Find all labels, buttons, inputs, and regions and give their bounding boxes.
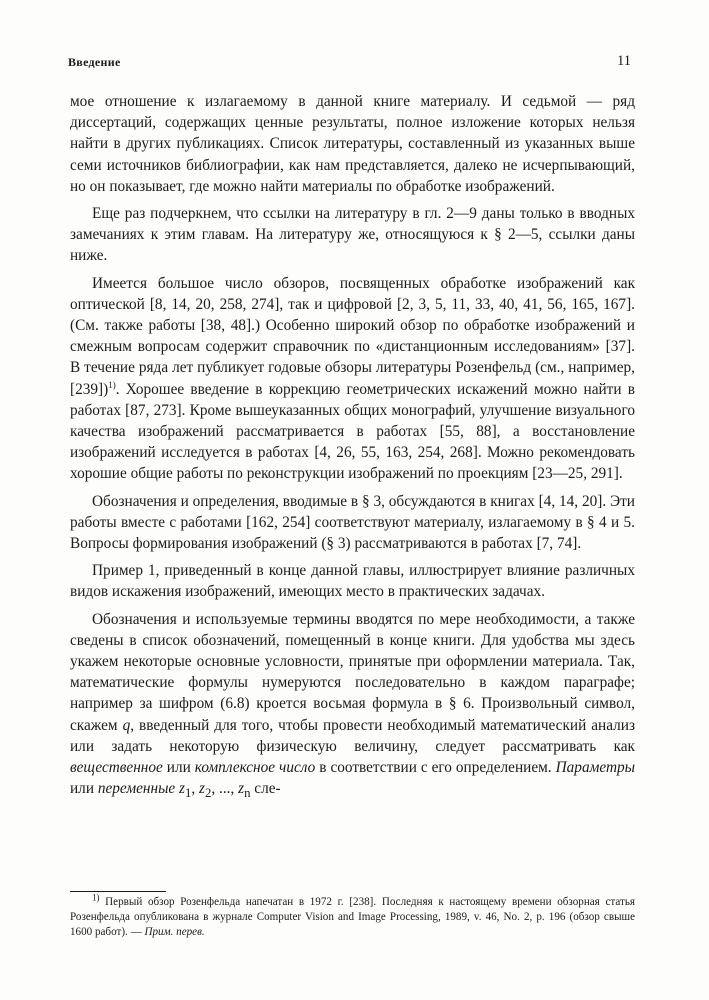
p6-text: в соответствии с его определением. (315, 759, 556, 777)
p6-var-z: z (179, 780, 185, 798)
p6-subscript: 2 (204, 786, 212, 801)
paragraph-3-text-a: Имеется большое число обзоров, посвященных обработке изображений как оптической [8, 14, 20, 258, 274], так и цифровой [2, 3, 5, 11, 33, 40, 41, 56, 165, 167]. (См. также работы [38, 48].) Особенно широкий обзор по обработке изображений и смежным вопросам содержит справочник по «дистанционным исследованиям» [37]. В течение ряда лет публикует годовые обзоры литературы Розенфельд (см., например, [239]) (70, 274, 635, 398)
p6-subscript: 1 (185, 786, 192, 801)
p6-subscript: n (244, 786, 251, 801)
footnote-divider (70, 891, 166, 892)
p6-term-variables: переменные (97, 780, 176, 798)
page-header (68, 55, 631, 75)
paragraph-6 (70, 609, 635, 805)
p6-var-z: z (199, 780, 205, 798)
p6-symbol-q: q (122, 716, 131, 734)
footnote-mark: 1) (92, 892, 100, 903)
paragraph-5: Пример 1, приведенный в конце данной главы, иллюстрирует влияние различных видов искажения изображений, имеющих место в практических задачах. (70, 562, 635, 601)
p6-text: , введенный для того, чтобы провести необходимый математический анализ или задать некоторую физическую величину, следует рассматривать как (70, 716, 635, 755)
p6-text: или (70, 780, 98, 798)
paragraph-3-text-b: . Хорошее введение в коррекцию геометрических искажений можно найти в работах [87, 273]. Кроме вышеуказанных общих монографий, улучшение визуального качества изображений рассматривается в работах [55, 88], а восстановление изображений исследуется в работах [4, 26, 55, 163, 254, 268]. Можно рекомендовать хорошие общие работы по реконструкции изображений по проекциям [23—25, 291]. (70, 380, 635, 483)
footnote (70, 892, 635, 940)
p6-text: , (191, 780, 200, 798)
page-number: 11 (617, 53, 631, 69)
footnote-text: Первый обзор Розенфельда напечатан в 1972 г. [238]. Последняя к настоящему времени обзорная статья Розенфельда опубликована в журнале Computer Vision and Image Processing, 1989, v. 46, No. 2, p. 196 (обзор свыше 1600 работ). — (70, 896, 635, 938)
p6-text: сле- (250, 780, 281, 798)
p6-term-complex: комплексное число (194, 759, 316, 777)
paragraph-4: Обозначения и определения, вводимые в § 3, обсуждаются в книгах [4, 14, 20]. Эти работы вместе с работами [162, 254] соответствуют материалу, излагаемому в § 4 и 5. Вопросы формирования изображений (§ 3) рассматриваются в работах [7, 74]. (70, 492, 635, 553)
paragraph-1: мое отношение к излагаемому в данной книге материалу. И седьмой — ряд диссертаций, содержащих ценные результаты, полное изложение которых нельзя найти в других публикациях. Список литературы, составленный из указанных выше семи источников библиографии, как нам представляется, далеко не исчерпывающий, но он показывает, где можно найти материалы по обработке изображений. (70, 93, 635, 195)
footnote-attribution: Прим. перев. (144, 926, 205, 938)
footnote-reference: 1) (108, 379, 116, 390)
running-head: Введение (68, 55, 121, 69)
p6-var-z: z (238, 780, 245, 798)
p6-term-real: вещественное (70, 759, 163, 777)
p6-term-parameters: Параметры (555, 759, 636, 777)
paragraph-2: Еще раз подчеркнем, что ссылки на литературу в гл. 2—9 даны только в вводных замечаниях к этим главам. На литературу же, относящуюся к § 2—5, ссылки даны ниже. (70, 205, 635, 265)
paragraph-3 (70, 273, 635, 485)
body-text (70, 91, 635, 811)
p6-text: Обозначения и используемые термины вводятся по мере необходимости, а также сведены в список обозначений, помещенный в конце книги. Для удобства мы здесь укажем некоторые основные условности, принятые при оформлении материала. Так, математические формулы нумеруются последовательно в каждом параграфе; например за шифром (6.8) кроется восьмая формула в § 6. Произвольный символ, скажем (70, 610, 635, 734)
p6-text: , ..., (211, 780, 239, 798)
p6-text: или (162, 759, 195, 777)
